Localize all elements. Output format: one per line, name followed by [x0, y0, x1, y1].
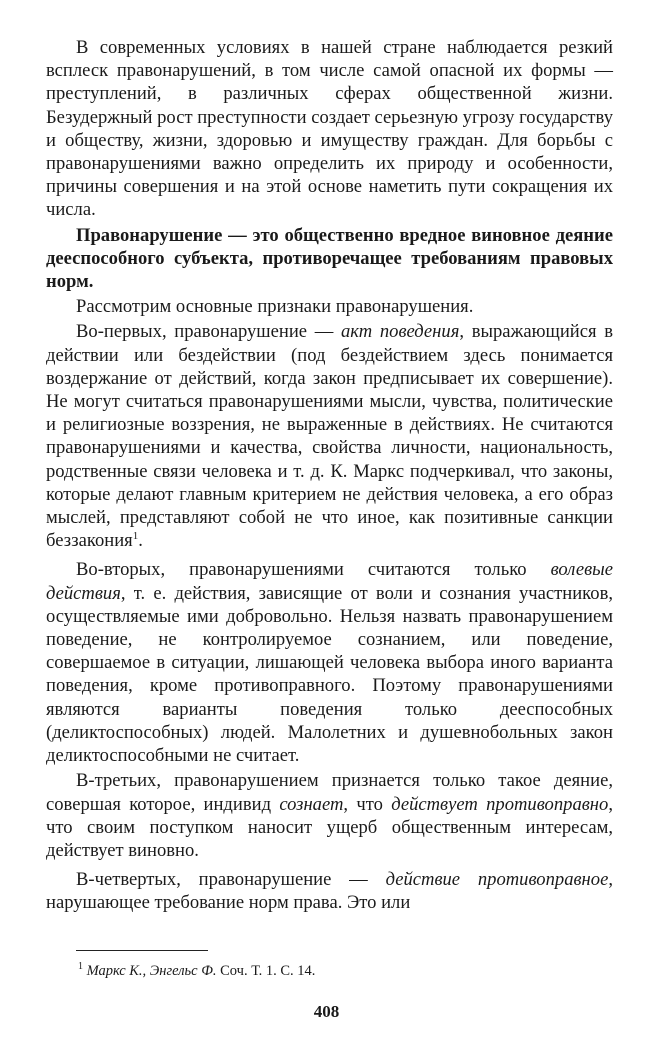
text-run: , нарушающее требование норм права. Это или [46, 869, 613, 914]
footnote-authors: Маркс К., Энгельс Ф. [86, 963, 217, 979]
text-run: , что своим поступком наносит ущерб общественным интересам, действует виновно. [46, 793, 613, 861]
italic-text: действие противоправное [385, 869, 609, 891]
text-run: Во-первых, правонарушение — [76, 321, 341, 343]
italic-text: действует противоправно [391, 793, 609, 815]
text-run: Правонарушение — это общественно вредное виновное деяние дееспособного субъекта, противоречащее требованиям правовых норм. [46, 224, 613, 293]
footnote-divider [76, 950, 208, 951]
footnote [78, 962, 315, 980]
paragraph [46, 320, 613, 552]
text-run: , выражающийся в действии или бездействии (под бездействием здесь понимается воздержание от действий, когда закон предписывает их совершение). Не могут считаться правонарушениями мысли, чувства, политические и религиозные воззрения, не выраженные в действиях. Не считаются правонарушениями и качества, свойства личности, национальность, родственные связи человека и т. д. К. Маркс подчеркивал, что законы, которые делают главным критерием не действия человека, а его образ мыслей, представляют собой не что иное, как позитивные санкции беззакония [46, 321, 613, 552]
footnote-source: Соч. Т. 1. С. 14. [216, 963, 316, 979]
text-run: . [138, 530, 143, 552]
paragraph [46, 36, 613, 222]
paragraph [46, 769, 613, 862]
italic-text: сознает [279, 793, 344, 815]
text-run: Во-вторых, правонарушениями считаются только [76, 559, 551, 581]
text-run: В современных условиях в нашей стране наблюдается резкий всплеск правонарушений, в том числе самой опасной их формы — преступлений, в различных сферах общественной жизни. Безудержный рост преступности создает серьезную угрозу государству и обществу, жизни, здоровью и имуществу граждан. Для борьбы с правонарушениями важно определить их природу и особенности, причины совершения и на этой основе наметить пути сокращения их числа. [46, 37, 613, 221]
paragraph [46, 224, 613, 294]
text-run: В-третьих, правонарушением признается только такое деяние, совершая которое, индивид [46, 770, 613, 815]
paragraph [46, 558, 613, 767]
body-text [46, 36, 613, 915]
footnote-reference: 1 [132, 530, 139, 543]
page-number: 408 [313, 1002, 340, 1021]
italic-text: волевые действия [46, 559, 613, 604]
paragraph [46, 868, 613, 914]
paragraph [46, 295, 613, 318]
footnote-mark: 1 [78, 961, 83, 973]
italic-text: акт поведения [340, 321, 460, 343]
text-run: , что [343, 793, 392, 815]
text-run: , т. е. действия, зависящие от воли и сознания участников, осуществляемые ими добровольно. Нельзя назвать правонарушением поведение, не контролируемое сознанием, или поведение, совершаемое в ситуации, лишающей человека выбора иного варианта поведения, кроме противоправного. Поэтому правонарушениями являются варианты поведения только дееспособных (деликтоспособных) людей. Малолетних и душевнобольных закон деликтоспособными не считает. [46, 582, 613, 767]
text-run: Рассмотрим основные признаки правонарушения. [76, 296, 474, 318]
text-run: В-четвертых, правонарушение — [76, 869, 386, 891]
